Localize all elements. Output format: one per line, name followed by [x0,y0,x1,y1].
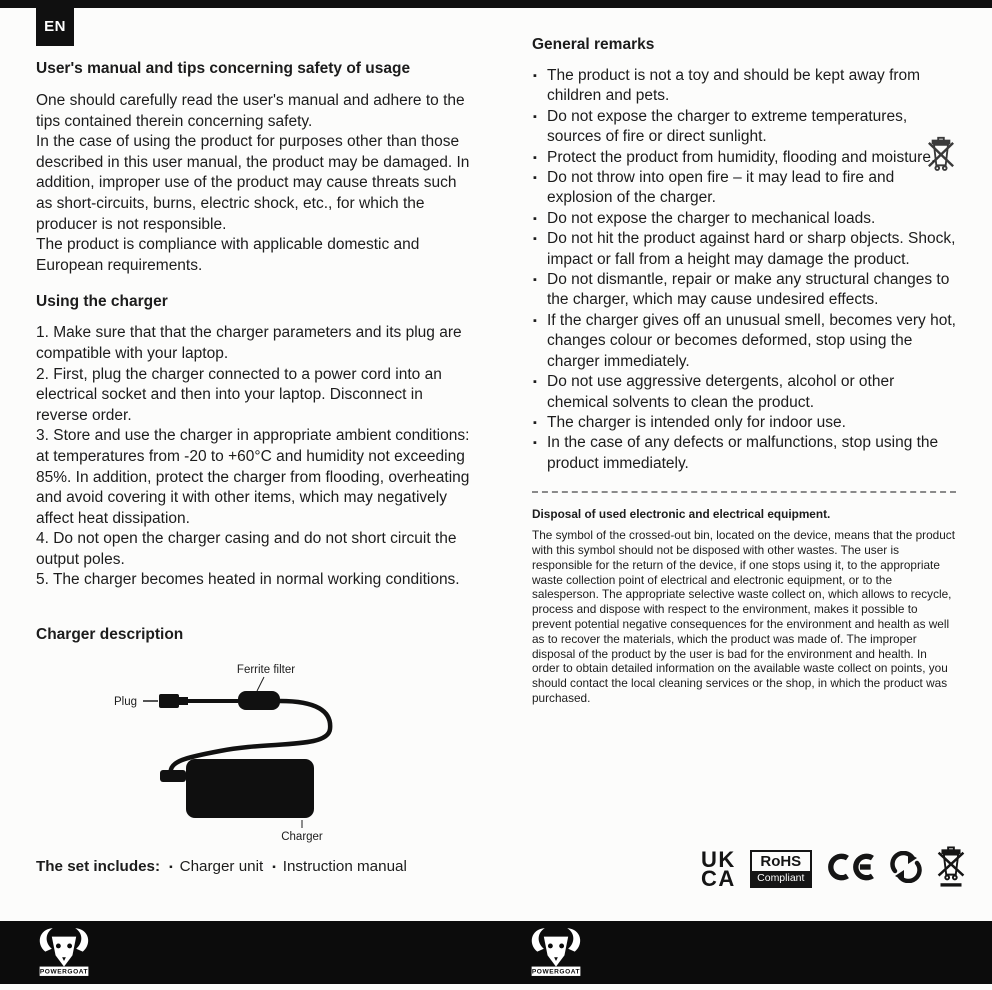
brand-name: POWERGOAT [39,968,89,976]
set-includes-row [36,858,407,875]
remark-item: ▪ Do not throw into open fire – it may lead to fire and explosion of the charger. [532,168,956,209]
disposal-body: The symbol of the crossed-out bin, located on the device, means that the product with this symbol should not be disposed with other wastes. The user is responsible for the return of the device, if one stops using it, to the appropriate waste collection point of electrical and electronic equipment, or to the salesperson. The appropriate selective waste collect on, which allows to recycle, process and dispose with respect to the environment, makes it possible to prevent potential negative consequences for the environment and health as well as to recover the materials, which the product was made of. The improper disposal of the product by the user is bad for the environment and health. In order to obtain detailed information on the available waste collect on points, you should contact the local cleaning services or the shop, in which the product was purchased. [532,528,955,705]
ferrite-filter-shape [238,691,280,710]
weee-bin-icon [936,846,966,893]
language-badge [36,6,74,46]
ukca-mark [701,847,736,891]
brand-name: POWERGOAT [531,968,581,976]
paragraph: In the case of using the product for purposes other than those described in this user manual, the product may be damaged. In addition, improper use of the product may cause threats such as short-circuits, burns, electric shock, etc., for which the producer is not responsible. [36,133,470,233]
remark-item: ▪ Do not expose the charger to extreme temperatures, sources of fire or direct sunlight. [532,107,956,148]
diagram-label-plug: Plug [114,696,138,708]
remark-item: ▪ Do not expose the charger to mechanical loads. [532,209,956,229]
rohs-compliant-label: Compliant [752,871,810,886]
right-column [532,36,956,706]
compliance-marks-row [701,847,966,891]
set-includes-item: ▪ Instruction manual [272,858,407,875]
paragraph: The product is compliance with applicable domestic and European requirements. [36,236,420,274]
plug-shape [159,694,179,708]
rohs-mark [750,850,812,888]
step-item: 3. Store and use the charger in appropriate ambient conditions: at temperatures from -20 to +60°C and humidity not exceeding 85%. In addition, protect the charger from flooding, overheating and avoid covering it with other items, which may negatively affect heat dissipation. [36,427,470,527]
powergoat-logo [34,925,94,980]
heading-general-remarks: General remarks [532,36,655,53]
diagram-label-ferrite: Ferrite filter [236,664,296,676]
usage-paragraphs [36,91,470,276]
heading-users-manual: User's manual and tips concerning safety of usage [36,60,411,77]
heading-charger-description: Charger description [36,626,184,643]
disposal-heading: Disposal of used electronic and electrical equipment. [532,507,831,522]
remark-item: ▪ Do not hit the product against hard or sharp objects. Shock, impact or fall from a height may damage the product. [532,229,956,270]
footer-strip [0,921,992,984]
heading-using-charger: Using the charger [36,293,168,311]
language-badge-label: EN [44,17,66,35]
dashed-divider [532,491,956,493]
charger-diagram [98,658,430,846]
ce-mark-icon [826,851,876,888]
left-column [36,60,470,591]
diagram-label-charger: Charger [281,831,323,843]
rohs-label: RoHS [760,853,802,870]
remark-item: ▪ The product is not a toy and should be kept away from children and pets. [532,66,956,107]
remark-item: ▪ Protect the product from humidity, flooding and moisture. [532,148,956,168]
charger-brick-shape [186,759,314,818]
step-item: 2. First, plug the charger connected to a power cord into an electrical socket and then into your laptop. Disconnect in reverse order. [36,365,442,424]
paragraph: One should carefully read the user's manual and adhere to the tips contained therein concerning safety. [36,92,465,130]
step-item: 4. Do not open the charger casing and do not short circuit the output poles. [36,530,457,568]
set-includes-label: The set includes: [36,858,161,875]
general-remarks-list [532,66,956,474]
ukca-top: UK [701,847,736,872]
remark-item: ▪ The charger is intended only for indoor use. [532,413,956,433]
step-item: 1. Make sure that that the charger parameters and its plug are compatible with your laptop. [36,324,462,362]
remark-item: ▪ Do not dismantle, repair or make any structural changes to the charger, which may cause undesired effects. [532,270,956,311]
remark-item: ▪ If the charger gives off an unusual smell, becomes very hot, changes colour or becomes deformed, stop using the charger immediately. [532,311,956,372]
using-charger-steps [36,323,470,591]
recycling-icon [890,851,922,888]
set-includes-item: ▪ Charger unit [169,858,263,875]
remark-item: ▪ Do not use aggressive detergents, alcohol or other chemical solvents to clean the product. [532,372,956,413]
step-item: 5. The charger becomes heated in normal working conditions. [36,571,460,589]
ukca-bottom: CA [701,866,736,891]
remark-item: ▪ In the case of any defects or malfunctions, stop using the product immediately. [532,433,956,474]
powergoat-logo [526,925,586,980]
top-border [0,0,992,8]
